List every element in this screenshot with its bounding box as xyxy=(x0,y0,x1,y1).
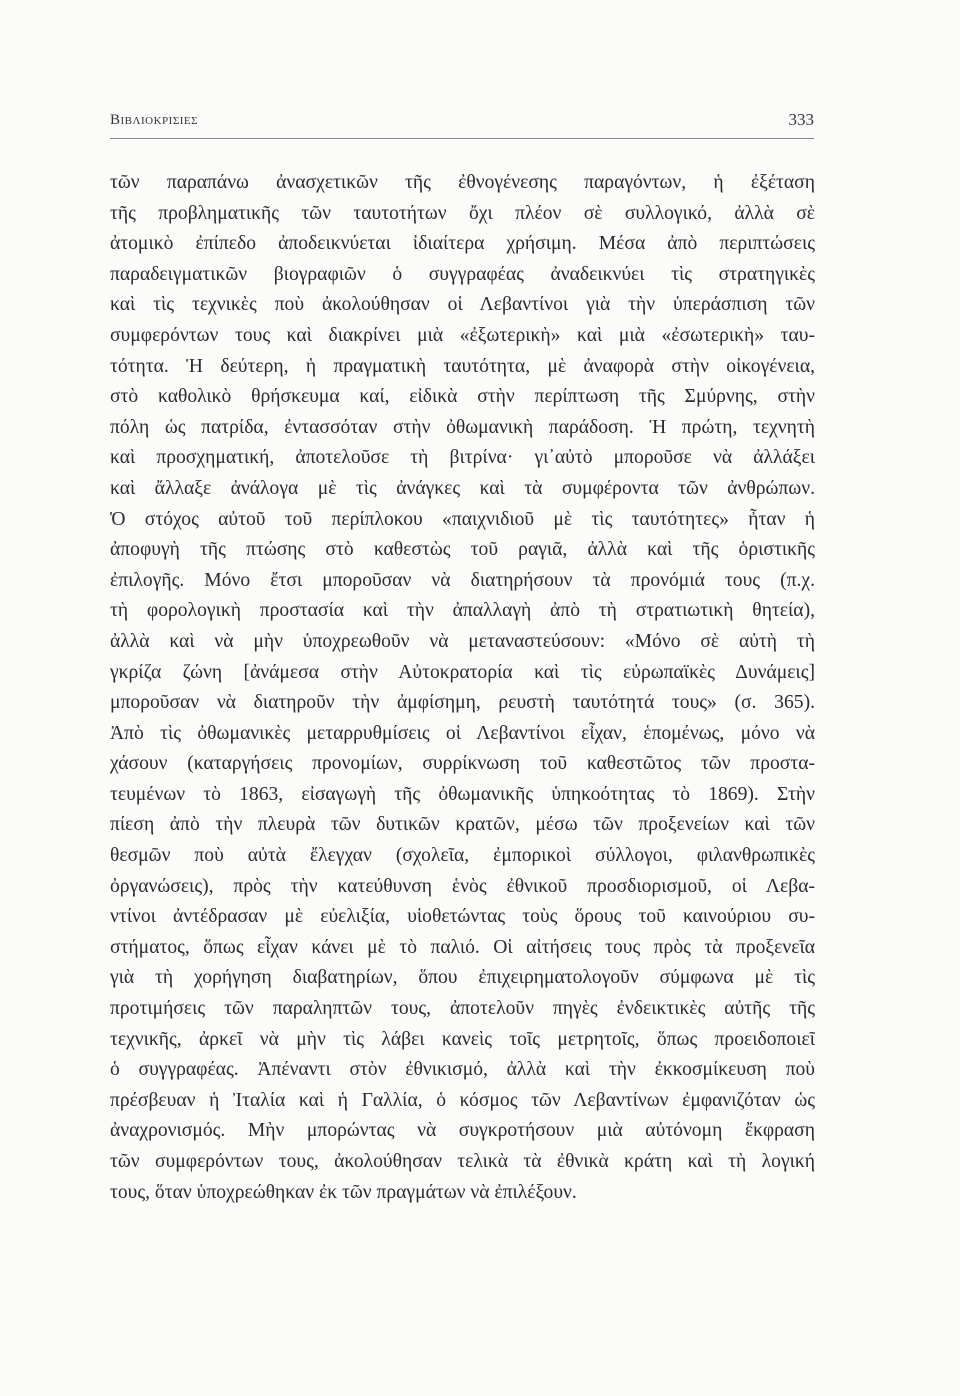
text-line: τῶν παραπάνω ἀνασχετικῶν τῆς ἐθνογένεσης παραγόντων, ἡ ἐξέταση xyxy=(110,172,815,193)
text-line: στήματος, ὅπως εἶχαν κάνει μὲ τὸ παλιό. Οἱ αἰτήσεις τους πρὸς τὰ προξενεῖα xyxy=(110,936,815,958)
text-line: παραδειγματικῶν βιογραφιῶν ὁ συγγραφέας ἀναδεικνύει τὶς στρατηγικὲς xyxy=(110,263,815,285)
text-line: ἀλλὰ καὶ νὰ μὴν ὑποχρεωθοῦν νὰ μεταναστεύσουν: «Μόνο σὲ αὐτὴ τὴ xyxy=(110,630,815,652)
text-line: καὶ ἄλλαξε ἀνάλογα μὲ τὶς ἀνάγκες καὶ τὰ συμφέροντα τῶν ἀνθρώπων. xyxy=(110,477,815,499)
section-title: Βιβλιοκρισιες xyxy=(110,112,198,128)
text-line: καὶ τὶς τεχνικὲς ποὺ ἀκολούθησαν οἱ Λεβαντίνοι γιὰ τὴν ὑπεράσπιση τῶν xyxy=(110,294,815,316)
text-line: ἀναχρονισμός. Μὴν μπορώντας νὰ συγκροτήσουν μιὰ αὐτόνομη ἔκφραση xyxy=(110,1120,815,1142)
text-line: θεσμῶν ποὺ αὐτὰ ἔλεγχαν (σχολεῖα, ἐμπορικοὶ σύλλογοι, φιλανθρωπικὲς xyxy=(110,845,815,867)
text-line: ἀτομικὸ ἐπίπεδο ἀποδεικνύεται ἰδιαίτερα χρήσιμη. Μέσα ἀπὸ περιπτώσεις xyxy=(110,233,815,255)
text-line: ντίνοι ἀντέδρασαν μὲ εὐελιξία, υἱοθετώντας τοὺς ὅρους τοῦ καινούριου συ- xyxy=(110,906,815,928)
text-line: τῶν συμφερόντων τους, ἀκολούθησαν τελικὰ τὰ ἐθνικὰ κράτη καὶ τὴ λογική xyxy=(110,1151,815,1172)
text-line: ὁ συγγραφέας. Ἀπέναντι στὸν ἐθνικισμό, ἀλλὰ καὶ τὴν ἐκκοσμίκευση ποὺ xyxy=(110,1059,815,1081)
text-line: τότητα. Ἡ δεύτερη, ἡ πραγματικὴ ταυτότητα, μὲ ἀναφορὰ στὴν οἰκογένεια, xyxy=(110,355,815,377)
text-line: ἀποφυγὴ τῆς πτώσης στὸ καθεστὼς τοῦ ραγιᾶ, ἀλλὰ καὶ τῆς ὁριστικῆς xyxy=(110,539,815,561)
text-line: πόλη ὡς πατρίδα, ἐντασσόταν στὴν ὀθωμανικὴ παράδοση. Ἡ πρώτη, τεχνητὴ xyxy=(110,416,815,438)
text-line: πρέσβευαν ἡ Ἰταλία καὶ ἡ Γαλλία, ὁ κόσμος τῶν Λεβαντίνων ἐμφανιζόταν ὡς xyxy=(110,1089,815,1111)
text-line: τους, ὅταν ὑποχρεώθηκαν ἐκ τῶν πραγμάτων νὰ ἐπιλέξουν. xyxy=(110,1181,577,1203)
text-line: συμφερόντων τους καὶ διακρίνει μιὰ «ἐξωτερικὴ» καὶ μιὰ «ἐσωτερικὴ» ταυ- xyxy=(110,324,815,346)
text-line: γιὰ τὴ χορήγηση διαβατηρίων, ὅπου ἐπιχειρηματολογοῦν σύμφωνα μὲ τὶς xyxy=(110,967,815,989)
text-line: καὶ προσχηματική, ἀποτελοῦσε τὴ βιτρίνα· γι᾽αὐτὸ μποροῦσε νὰ ἀλλάξει xyxy=(110,447,815,469)
text-line: μποροῦσαν νὰ διατηροῦν τὴν ἀμφίσημη, ρευστὴ ταυτότητά τους» (σ. 365). xyxy=(110,692,815,714)
text-line: ὀργανώσεις), πρὸς τὴν κατεύθυνση ἑνὸς ἐθνικοῦ προσδιορισμοῦ, οἱ Λεβα- xyxy=(110,875,815,897)
text-line: γκρίζα ζώνη [ἀνάμεσα στὴν Αὐτοκρατορία καὶ τὶς εὐρωπαϊκὲς Δυνάμεις] xyxy=(110,661,815,683)
text-line: τεχνικῆς, ἀρκεῖ νὰ μὴν τὶς λάβει κανεὶς τοῖς μετρητοῖς, ὅπως προειδοποιεῖ xyxy=(110,1028,815,1050)
text-line: Ἀπὸ τὶς ὀθωμανικὲς μεταρρυθμίσεις οἱ Λεβαντίνοι εἶχαν, ἑπομένως, μόνο νὰ xyxy=(110,722,815,744)
text-line: Ὁ στόχος αὐτοῦ τοῦ περίπλοκου «παιχνιδιοῦ μὲ τὶς ταυτότητες» ἦταν ἡ xyxy=(110,508,815,530)
page-number: 333 xyxy=(788,110,814,129)
text-line: πίεση ἀπὸ τὴν πλευρὰ τῶν δυτικῶν κρατῶν, μέσω τῶν προξενείων καὶ τῶν xyxy=(110,814,815,836)
text-line: τὴ φορολογικὴ προστασία καὶ τὴν ἀπαλλαγὴ ἀπὸ τὴ στρατιωτικὴ θητεία), xyxy=(110,600,815,622)
text-line: στὸ καθολικὸ θρήσκευμα καί, εἰδικὰ στὴν περίπτωση τῆς Σμύρνης, στὴν xyxy=(110,386,815,408)
text-line: τῆς προβληματικῆς τῶν ταυτοτήτων ὄχι πλέον σὲ συλλογικό, ἀλλὰ σὲ xyxy=(110,202,815,224)
text-line: προτιμήσεις τῶν παραληπτῶν τους, ἀποτελοῦν πηγὲς ἐνδεικτικὲς αὐτῆς τῆς xyxy=(110,998,815,1020)
running-header xyxy=(110,108,814,139)
text-line: ἐπιλογῆς. Μόνο ἔτσι μποροῦσαν νὰ διατηρήσουν τὰ προνόμιά τους (π.χ. xyxy=(110,569,815,591)
text-line: τευμένων τὸ 1863, εἰσαγωγὴ τῆς ὀθωμανικῆς ὑπηκοότητας τὸ 1869). Στὴν xyxy=(110,783,815,805)
text-line: χάσουν (καταργήσεις προνομίων, συρρίκνωση τοῦ καθεστῶτος τῶν προστα- xyxy=(110,753,815,775)
body-paragraph xyxy=(110,168,815,1208)
